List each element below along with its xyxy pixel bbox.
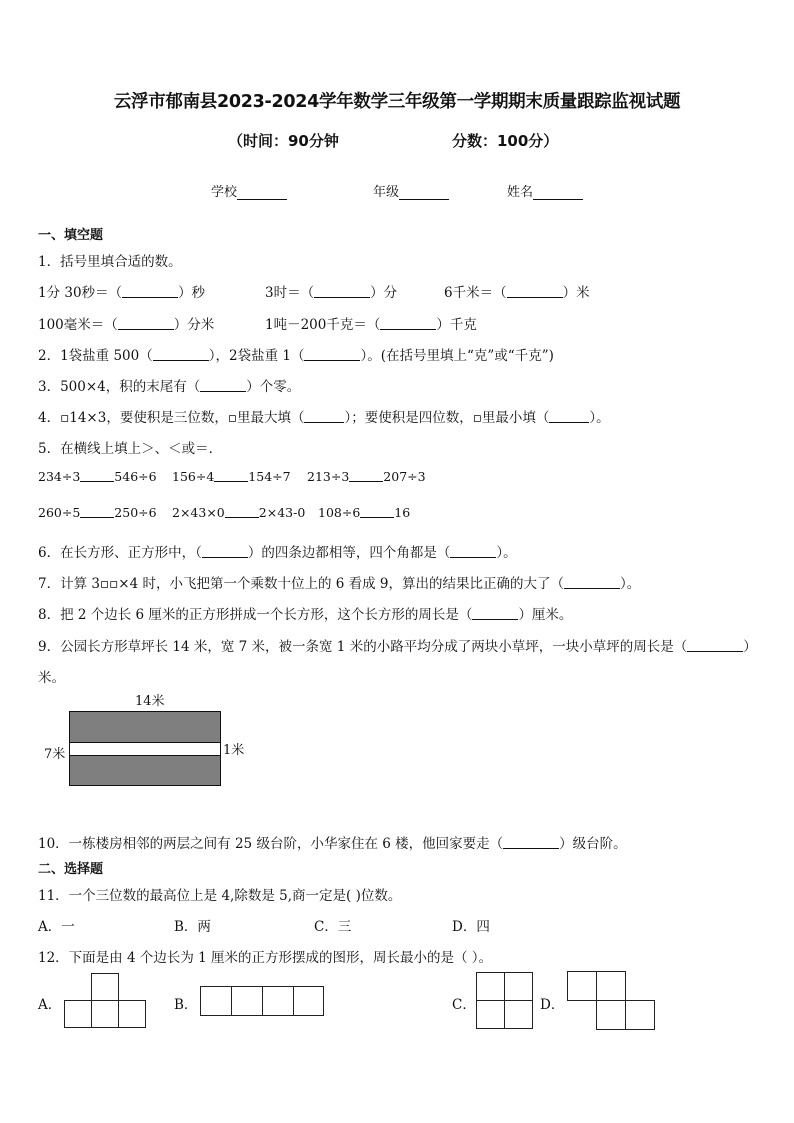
exam-score: 分数：100分） [452, 132, 559, 150]
q7-text-1: 7．计算 3▫▫×4 时，小飞把第一个乘数十位上的 6 看成 9，算出的结果比正确的大了（ [38, 576, 565, 592]
q9-line-1 [38, 635, 757, 655]
q5-r2-blank-3[interactable] [360, 505, 394, 518]
q5-r1-blank-3[interactable] [349, 469, 383, 482]
q5-r2-right-3: 16 [394, 505, 411, 520]
q11-option-d[interactable]: D．四 [452, 919, 490, 935]
name-label: 姓名 [507, 185, 534, 200]
q11-option-c[interactable]: C．三 [314, 919, 352, 935]
q6-blank-2[interactable] [450, 545, 496, 558]
q11-option-b[interactable]: B．两 [174, 919, 211, 935]
q4 [38, 406, 610, 426]
q5-r2-right-2: 2×43-0 [258, 505, 306, 520]
school-label: 学校 [211, 185, 238, 200]
shape-b-square [262, 986, 294, 1016]
path-strip [70, 742, 220, 756]
shape-a-square [64, 1000, 92, 1028]
q9-text-2: ） [743, 639, 757, 655]
q1-b-blank[interactable] [314, 285, 370, 298]
shape-c-square [504, 972, 533, 1001]
q5-r2-right-1: 250÷6 [114, 505, 157, 520]
q5-r1-right-3: 207÷3 [383, 469, 426, 484]
q3 [38, 375, 300, 395]
q5-row-1-item-2 [172, 469, 291, 484]
q1-item-c [444, 281, 590, 301]
grade-blank[interactable] [399, 186, 449, 200]
q10-text-1: 10．一栋楼房相邻的两层之间有 25 级台阶，小华家住在 6 楼，他回家要走（ [38, 836, 504, 852]
name-blank[interactable] [533, 186, 583, 200]
exam-time: （时间：90分钟 [228, 132, 339, 150]
q8-text-1: 8．把 2 个边长 6 厘米的正方形拼成一个长方形，这个长方形的周长是（ [38, 607, 473, 623]
q5-r2-left-3: 108÷6 [318, 505, 361, 520]
q2-text-2: ），2袋盐重 1（ [208, 348, 305, 364]
q4-blank-2[interactable] [549, 410, 589, 423]
q8-blank[interactable] [472, 607, 518, 620]
q1-item-a [38, 281, 205, 301]
q5-r1-left-3: 213÷3 [307, 469, 350, 484]
q1-b-right: ）分 [370, 285, 398, 301]
q7-text-2: ）。 [620, 576, 641, 592]
q5-row-2-item-1 [38, 505, 157, 520]
q5-r1-left-1: 234÷3 [38, 469, 81, 484]
figure-label-path: 1米 [223, 743, 245, 758]
q10 [38, 832, 627, 852]
q6-text-3: ）。 [496, 545, 517, 561]
shape-d-square [596, 971, 626, 1001]
q1-item-e [265, 313, 477, 333]
shape-a-square [91, 973, 119, 1001]
figure-label-width: 7米 [44, 747, 66, 762]
shape-d-square [567, 971, 597, 1001]
q5-row-2-item-3 [318, 505, 410, 520]
q5-row-2-item-2 [172, 505, 305, 520]
q4-text-1: 4．▫14×3，要使积是三位数，▫里最大填（ [38, 410, 305, 426]
q2-text-3: ）。(在括号里填上“克”或“千克”) [360, 348, 554, 364]
q10-blank[interactable] [503, 836, 559, 849]
q1-e-right: ）千克 [436, 317, 477, 333]
q12-option-b[interactable]: B． [174, 997, 198, 1013]
q11-option-a[interactable]: A．一 [38, 919, 75, 935]
shape-b-square [231, 986, 263, 1016]
q11-stem: 11．一个三位数的最高位上是 4,除数是 5,商一定是( )位数。 [38, 888, 402, 904]
q1-stem: 1．括号里填合适的数。 [38, 254, 182, 270]
q4-blank-1[interactable] [304, 410, 344, 423]
q1-a-blank[interactable] [122, 285, 178, 298]
q7-blank[interactable] [564, 576, 620, 589]
q5-r1-right-1: 546÷6 [114, 469, 157, 484]
q3-blank[interactable] [200, 379, 246, 392]
lawn-figure [69, 711, 221, 786]
section-choice-heading: 二、选择题 [38, 862, 104, 877]
q1-a-right: ）秒 [178, 285, 206, 301]
q1-d-right: ）分米 [173, 317, 215, 333]
q12-stem: 12．下面是由 4 个边长为 1 厘米的正方形摆成的图形，周长最小的是（ ）。 [38, 950, 493, 966]
q1-c-blank[interactable] [507, 285, 563, 298]
q9-line-2: 米。 [38, 670, 65, 686]
q1-a-left: 1分 30秒＝（ [38, 285, 123, 301]
q9-text-1: 9．公园长方形草坪长 14 米，宽 7 米，被一条宽 1 米的小路平均分成了两块小草坪，一块小草坪的周长是（ [38, 639, 688, 655]
section-fill-heading: 一、填空题 [38, 228, 104, 243]
q2-blank-2[interactable] [304, 348, 360, 361]
q1-item-b [265, 281, 397, 301]
school-blank[interactable] [237, 186, 287, 200]
q5-stem: 5．在横线上填上＞、＜或＝． [38, 441, 223, 457]
q6-text-1: 6．在长方形、正方形中，（ [38, 545, 202, 561]
q2 [38, 344, 554, 364]
shape-a-square [118, 1000, 146, 1028]
name-field[interactable] [507, 181, 583, 200]
figure-label-length: 14米 [135, 694, 165, 709]
q1-b-left: 3时＝（ [265, 285, 315, 301]
q1-item-d [38, 313, 214, 333]
page-title: 云浮市郁南县2023-2024学年数学三年级第一学期期末质量跟踪监视试题 [113, 92, 681, 112]
shape-d-square [625, 1000, 655, 1030]
q1-c-left: 6千米＝（ [444, 285, 507, 301]
q6-blank-1[interactable] [202, 545, 248, 558]
q5-r1-left-2: 156÷4 [172, 469, 215, 484]
school-field[interactable] [211, 181, 287, 200]
q5-r1-right-2: 154÷7 [248, 469, 291, 484]
q1-e-blank[interactable] [380, 317, 436, 330]
shape-c-square [504, 1000, 533, 1029]
q1-c-right: ）米 [562, 285, 590, 301]
q8 [38, 603, 572, 623]
q5-r1-blank-1[interactable] [80, 469, 114, 482]
q5-r2-blank-1[interactable] [80, 505, 114, 518]
shape-d-square [596, 1000, 626, 1030]
q5-r2-blank-2[interactable] [225, 505, 259, 518]
q8-text-2: ）厘米。 [518, 607, 573, 623]
q5-r2-left-2: 2×43×0 [172, 505, 225, 520]
q3-text-1: 3．500×4，积的末尾有（ [38, 379, 201, 395]
q7 [38, 572, 640, 592]
q9-blank[interactable] [687, 639, 743, 652]
q12-option-d[interactable]: D． [540, 997, 565, 1013]
q5-row-1-item-1 [38, 469, 157, 484]
q3-text-2: ）个零。 [246, 379, 301, 395]
q6-text-2: ）的四条边都相等，四个角都是（ [247, 545, 451, 561]
q10-text-2: ）级台阶。 [559, 836, 627, 852]
shape-c-square [476, 972, 505, 1001]
shape-b-square [293, 986, 324, 1016]
grade-field[interactable] [373, 181, 449, 200]
q1-d-blank[interactable] [118, 317, 174, 330]
q2-text-1: 2．1袋盐重 500（ [38, 348, 153, 364]
q12-option-c[interactable]: C． [452, 997, 476, 1013]
grade-label: 年级 [373, 185, 400, 200]
q1-e-left: 1吨－200千克＝（ [265, 317, 381, 333]
q12-option-a[interactable]: A． [38, 997, 62, 1013]
shape-b-square [200, 986, 232, 1016]
shape-c-square [476, 1000, 505, 1029]
q5-r1-blank-2[interactable] [214, 469, 248, 482]
q5-row-1-item-3 [307, 469, 426, 484]
q6 [38, 541, 517, 561]
q4-text-3: ）。 [589, 410, 610, 426]
q1-d-left: 100毫米＝（ [38, 317, 118, 333]
q5-r2-left-1: 260÷5 [38, 505, 81, 520]
shape-a-square [91, 1000, 119, 1028]
q4-text-2: ）；要使积是四位数，▫里最小填（ [344, 410, 550, 426]
q2-blank-1[interactable] [153, 348, 209, 361]
